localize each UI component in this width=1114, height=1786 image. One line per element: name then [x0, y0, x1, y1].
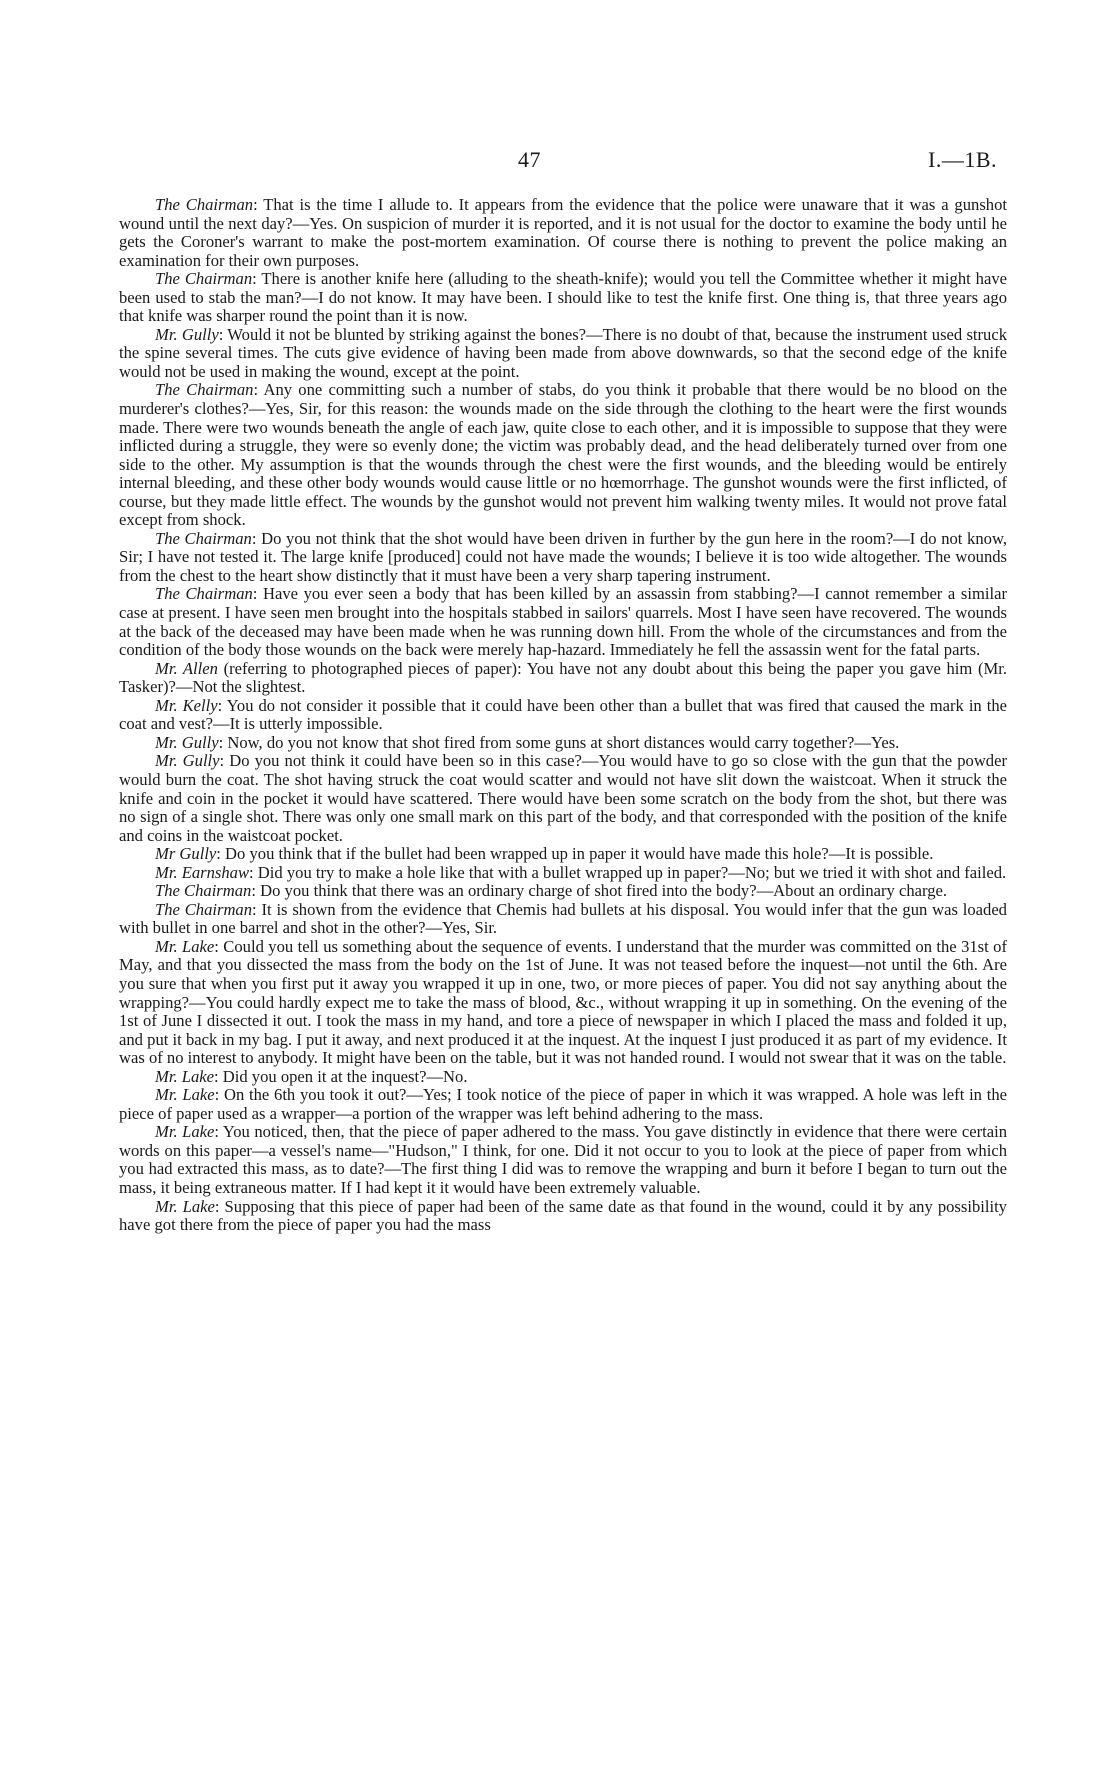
- paragraph-text: (referring to photographed pieces of paper): You have not any doubt about this being the paper you gave him (Mr. Tasker)?—Not the slightest.: [119, 658, 1007, 697]
- paragraph: [119, 938, 1007, 1068]
- paragraph-text: : That is the time I allude to. It appears from the evidence that the police were unaware that it was a gunshot wound until the next day?—Yes. On suspicion of murder it is reported, and it is not usual for the doctor to examine the body until he gets the Coroner's warrant to make the post-mortem examination. Of course there is nothing to prevent the police making an examination for their own purposes.: [119, 195, 1007, 270]
- paragraph-text: : It is shown from the evidence that Chemis had bullets at his disposal. You would infer that the gun was loaded with bullet in one barrel and shot in the other?—Yes, Sir.: [119, 899, 1007, 938]
- paragraph-text: : Do you not think it could have been so in this case?—You would have to go so close with the gun that the powder would burn the coat. The shot having struck the coat would scatter and would not have slit down the waistcoat. When it struck the knife and coin in the pocket it would have scattered. There would have been some scratch on the body from the shot, but there was no sign of a single shot. There was only one small mark on this part of the body, and that corresponded with the position of the knife and coins in the waistcoat pocket.: [119, 751, 1007, 845]
- paragraph-text: : Do you not think that the shot would have been driven in further by the gun here in the room?—I do not know, Sir; I have not tested it. The large knife [produced] could not have made the wounds; I believe it is too wide altogether. The wounds from the chest to the heart show distinctly that it must have been a very sharp tapering instrument.: [119, 528, 1007, 585]
- speaker-name: Mr. Lake: [155, 1066, 214, 1086]
- page-number: 47: [518, 147, 541, 172]
- paragraph-text: : Supposing that this piece of paper had been of the same date as that found in the wound, could it by any possibility have got there from the piece of paper you had the mass: [119, 1196, 1007, 1235]
- paragraph: [119, 901, 1007, 938]
- speaker-name: Mr. Lake: [155, 936, 215, 956]
- paragraph-text: : Did you try to make a hole like that with a bullet wrapped up in paper?—No; but we tried it with shot and failed.: [249, 862, 1007, 882]
- paragraph: [119, 326, 1007, 382]
- paragraph-text: : You do not consider it possible that it could have been other than a bullet that was fired that caused the mark in the coat and vest?—It is utterly impossible.: [119, 695, 1007, 734]
- paragraph-text: : On the 6th you took it out?—Yes; I took notice of the piece of paper in which it was wrapped. A hole was left in the piece of paper used as a wrapper—a portion of the wrapper was left behind adhering to the mass.: [119, 1085, 1007, 1123]
- speaker-name: Mr. Allen: [155, 658, 218, 678]
- paragraph: [119, 530, 1007, 586]
- paragraph-text: : Any one committing such a number of stabs, do you think it probable that there would be no blood on the murderer's clothes?—Yes, Sir, for this reason: the wounds made on the side through the clothing to the heart were the first wounds made. There were two wounds beneath the angle of each jaw, quite close to each other, and it is impossible to suppose that they were inflicted during a struggle, they were so evenly done; the victim was probably dead, and the head deliberately turned over from one side to the other. My assumption is that the wounds through the chest were the first wounds, and the bleeding would be entirely internal bleeding, and these other body wounds would cause little or no hœmorrhage. The gunshot wounds were the first inflicted, of course, but they made little effect. The wounds by the gunshot would not prevent him walking twenty miles. It would not prove fatal except from shock.: [119, 380, 1007, 530]
- speaker-name: The Chairman: [155, 269, 253, 289]
- paragraph: [119, 270, 1007, 326]
- paragraph-text: : Now, do you not know that shot fired from some guns at short distances would carry together?—Yes.: [218, 732, 900, 752]
- speaker-name: Mr. Gully: [155, 751, 220, 771]
- paragraph: [119, 845, 1007, 864]
- paragraph-text: : Do you think that there was an ordinary charge of shot fired into the body?—About an ordinary charge.: [251, 881, 948, 901]
- speaker-name: Mr. Lake: [155, 1196, 215, 1216]
- speaker-name: The Chairman: [155, 881, 252, 901]
- speaker-name: Mr. Gully: [155, 732, 219, 752]
- speaker-name: The Chairman: [155, 528, 252, 548]
- paragraph: [119, 1198, 1007, 1235]
- paragraph-text: : You noticed, then, that the piece of paper adhered to the mass. You gave distinctly in evidence that there were certain words on this paper—a vessel's name—"Hudson," I think, for one. Did it not occur to you to look at the piece of paper from which you had extracted this mass, as to date?—The first thing I did was to remove the wrapping and burn it before I began to turn out the mass, it being extraneous matter. If I had kept it it would have been extremely valuable.: [119, 1122, 1007, 1197]
- paragraph: [119, 882, 1007, 901]
- paragraph-text: : Would it not be blunted by striking against the bones?—There is no doubt of that, because the instrument used struck the spine several times. The cuts give evidence of having been made from above downwards, so that the second edge of the knife would not be used in making the wound, except at the point.: [119, 324, 1008, 381]
- speaker-name: Mr. Gully: [155, 324, 219, 344]
- document-reference: I.—1B.: [928, 147, 997, 172]
- paragraph: [119, 734, 1007, 753]
- speaker-name: Mr Gully: [155, 844, 217, 864]
- paragraph: [119, 196, 1007, 270]
- speaker-name: Mr. Lake: [155, 1085, 215, 1105]
- paragraph: [119, 660, 1007, 697]
- speaker-name: The Chairman: [155, 195, 254, 214]
- speaker-name: Mr. Kelly: [155, 695, 218, 715]
- paragraph-text: : Have you ever seen a body that has been killed by an assassin from stabbing?—I cannot remember a similar case at present. I have seen men brought into the hospitals stabbed in sailors' quarrels. Most I have seen have recovered. The wounds at the back of the deceased may have been made when he was running down hill. From the whole of the circumstances and from the condition of the body those wounds on the back were merely hap-hazard. Immediately he fell the assassin went for the fatal parts.: [119, 584, 1007, 660]
- paragraph-text: : There is another knife here (alluding to the sheath-knife); would you tell the Committee whether it might have been used to stab the man?—I do not know. It may have been. I should like to test the knife first. One thing is, that three years ago that knife was sharper round the point than it is now.: [119, 269, 1007, 326]
- paragraph: [119, 381, 1007, 529]
- paragraph-text: : Could you tell us something about the sequence of events. I understand that the murder was committed on the 31st of May, and that you dissected the mass from the body on the 1st of June. It was not teased before the inquest—not until the 6th. Are you sure that when you first put it away you wrapped it up in one, two, or more pieces of paper. You did not say anything about the wrapping?—You could hardly expect me to take the mass of blood, &c., without wrapping it up in something. On the evening of the 1st of June I dissected it out. I took the mass in my hand, and tore a piece of newspaper in which I placed the mass and folded it up, and put it back in my bag. I put it away, and next produced it at the inquest. At the inquest I just produced it as part of my evidence. It was of no interest to anybody. It might have been on the table, but it was not handed round. I would not swear that it was on the table.: [119, 936, 1007, 1068]
- paragraph: [119, 752, 1007, 845]
- transcript-body: [119, 196, 1007, 1235]
- speaker-name: Mr. Earnshaw: [155, 862, 250, 882]
- paragraph: [119, 1068, 1007, 1087]
- paragraph: [119, 1086, 1007, 1123]
- speaker-name: Mr. Lake: [155, 1122, 215, 1142]
- speaker-name: The Chairman: [155, 380, 254, 400]
- paragraph: [119, 697, 1007, 734]
- speaker-name: The Chairman: [155, 584, 253, 604]
- speaker-name: The Chairman: [155, 899, 253, 919]
- paragraph: [119, 585, 1007, 659]
- paragraph-text: : Did you open it at the inquest?—No.: [214, 1066, 468, 1086]
- paragraph-text: : Do you think that if the bullet had been wrapped up in paper it would have made this hole?—It is possible.: [216, 844, 934, 864]
- paragraph: [119, 1123, 1007, 1197]
- paragraph: [119, 864, 1007, 883]
